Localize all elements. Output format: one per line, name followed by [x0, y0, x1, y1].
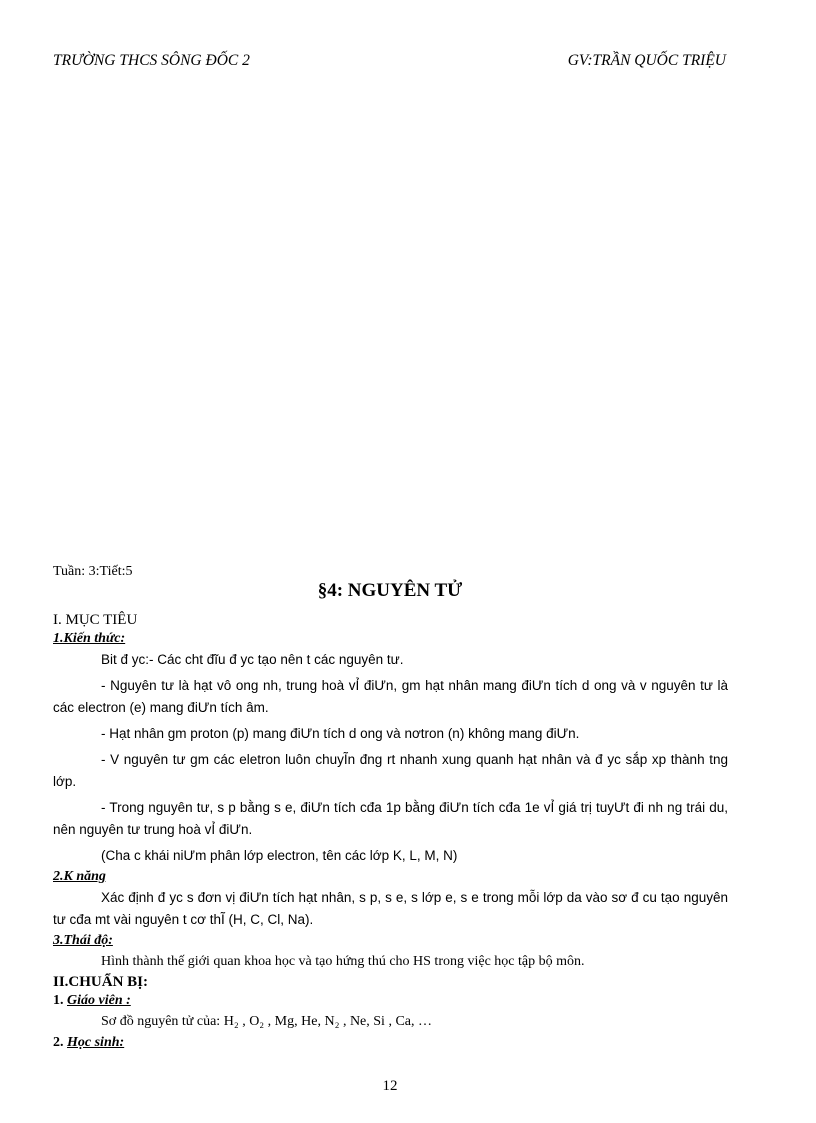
section-teacher-label: Giáo viên :: [67, 993, 131, 1008]
section-objectives: I. MỤC TIÊU: [53, 612, 138, 628]
paragraph: - Trong nguyên tư, s p bằng s e, điƯn tích cđa 1p bằng điƯn tích cđa 1e vỈ giá trị tuyƯt đi nh ng trái du, nên nguyên tư trung hoà vỈ điƯn.: [53, 800, 728, 837]
section-attitude: 3.Thái độ:: [53, 933, 113, 948]
section-number: 2.: [53, 1035, 67, 1050]
paragraph-note: (Cha c khái niƯm phân lớp electron, tên các lớp K, L, M, N): [101, 848, 458, 863]
materials-items: H₂ , O₂ , Mg, He, N₂ , Ne, Si , Ca, …: [223, 1014, 433, 1029]
section-number: 1.: [53, 993, 67, 1008]
lesson-content: [53, 611, 728, 1053]
paragraph: - Hạt nhân gm proton (p) mang điƯn tích d ong và nơtron (n) không mang điƯn.: [101, 726, 580, 741]
week-line: Tuần: 3:Tiết:5: [53, 564, 133, 579]
paragraph: - Nguyên tư là hạt vô ong nh, trung hoà vỈ điƯn, gm hạt nhân mang điƯn tích d ong và v nguyên tư là các electron (e) mang điƯn tích âm.: [53, 678, 728, 715]
section-student: [53, 1033, 728, 1053]
materials-prefix: Sơ đồ nguyên tử của:: [101, 1014, 224, 1029]
section-skills: 2.K năng: [53, 869, 106, 884]
paragraph-materials: [53, 1011, 728, 1033]
section-knowledge: 1.Kiến thức:: [53, 631, 126, 646]
paragraph: Bit đ yc:- Các cht đĩu đ yc tạo nên t các nguyên tư.: [101, 652, 404, 667]
paragraph: - V nguyên tư gm các eletron luôn chuyĨn đng rt nhanh xung quanh hạt nhân và đ yc sắp xp thành tng lớp.: [53, 752, 728, 789]
paragraph: Xác định đ yc s đơn vị điƯn tích hạt nhân, s p, s e, s lớp e, s e trong mỗi lớp da vào sơ đ cu tạo nguyên tư cđa mt vài nguyên t cơ thĨ (H, C, Cl, Na).: [53, 890, 728, 927]
paragraph: Hình thành thế giới quan khoa học và tạo hứng thú cho HS trong việc học tập bộ môn.: [101, 954, 585, 969]
section-student-label: Học sinh:: [67, 1035, 125, 1050]
page-number: 12: [382, 1078, 398, 1094]
section-preparation: II.CHUẨN BỊ:: [53, 974, 149, 990]
header-teacher: GV:TRẦN QUỐC TRIỆU: [567, 52, 726, 69]
header-school: TRƯỜNG THCS SÔNG ĐỐC 2: [53, 52, 250, 69]
lesson-title: §4: NGUYÊN TỬ: [317, 580, 463, 601]
section-teacher: [53, 991, 728, 1011]
